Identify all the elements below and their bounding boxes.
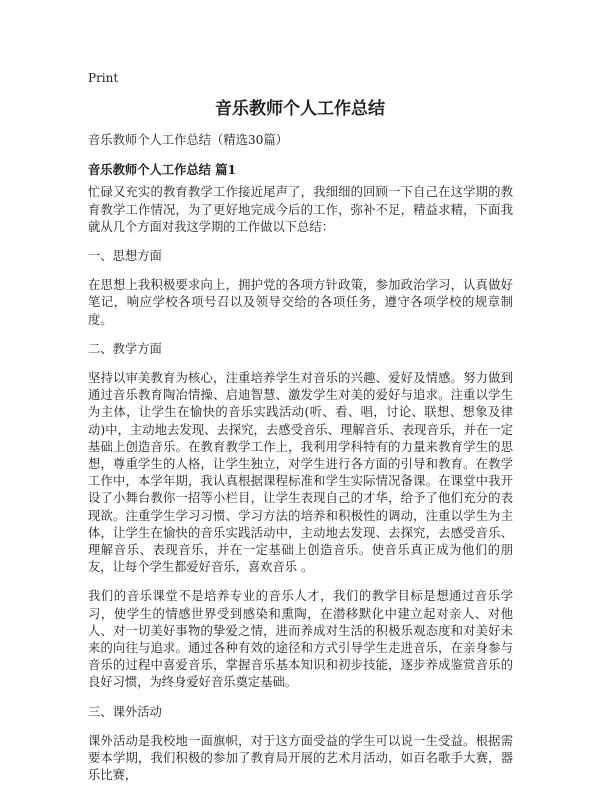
section-heading-activities: 三、课外活动 — [88, 704, 162, 719]
section-paragraph: 课外活动是我校地一面旗帜，对于这方面受益的学生可以说一生受益。根据需要本学期，我们积极的参加了教育局开展的艺术月活动，如百名歌手大赛，器乐比赛， — [88, 733, 513, 783]
article-heading: 音乐教师个人工作总结 篇1 — [88, 162, 237, 178]
section-paragraph: 我们的音乐课堂不是培养专业的音乐人才，我们的教学目标是想通过音乐学习，使学生的情感世界受到感染和熏陶，在潜移默化中建立起对亲人、对他人、对一切美好事物的挚爱之情，进而养成对生活的积极乐观态度和对美好未来的向往与追求。通过各种有效的途径和方式引导学生走进音乐，在亲身参与音乐的过程中喜爱音乐，掌握音乐基本知识和初步技能，逐步养成鉴赏音乐的良好习惯，为终身爱好音乐奠定基础。 — [88, 589, 513, 690]
section-heading-teaching: 二、教学方面 — [88, 341, 162, 356]
section-paragraph: 坚持以审美教育为核心，注重培养学生对音乐的兴趣、爱好及情感。努力做到通过音乐教育陶冶情操、启迪智慧、激发学生对美的爱好与追求。注重以学生为主体，让学生在愉快的音乐实践活动(听、看、唱，讨论、联想、想象及律动)中，主动地去发现、去探究，去感受音乐、理解音乐、表现音乐，并在一定基础上创造音乐。在教育教学工作上，我利用学科特有的力量来教育学生的思想，尊重学生的人格，让学生独立，对学生进行各方面的引导和教育。在教学工作中，本学年期，我认真根据课程标准和学生实际情况备课。在课堂中我开设了小舞台教你一招等小栏目，让学生表现自己的才华，给予了他们充分的表现欲。注重学生学习习惯、学习方法的培养和积极性的调动，注重以学生为主体，让学生在愉快的音乐实践活动中，主动地去发现、去探究，去感受音乐、理解音乐、表现音乐，并在一定基础上创造音乐。使音乐真正成为他们的朋友，让每个学生都爱好音乐，喜欢音乐 。 — [88, 371, 513, 575]
section-paragraph: 在思想上我积极要求向上，拥护党的各项方针政策，参加政治学习，认真做好笔记，响应学校各项号召以及领导交给的各项任务，遵守各项学校的规章制度。 — [88, 278, 513, 327]
document-subtitle: 音乐教师个人工作总结（精选30篇） — [88, 133, 289, 147]
print-link[interactable]: Print — [88, 71, 119, 85]
article-content — [88, 132, 513, 785]
section-heading-thought: 一、思想方面 — [88, 249, 162, 264]
page-title: 音乐教师个人工作总结 — [215, 99, 385, 119]
intro-paragraph: 忙碌又充实的教育教学工作接近尾声了，我细细的回顾一下自己在这学期的教育教学工作情况，为了更好地完成今后的工作，弥补不足，精益求精，下面我就从几个方面对我这学期的工作做以下总结： — [88, 185, 513, 234]
